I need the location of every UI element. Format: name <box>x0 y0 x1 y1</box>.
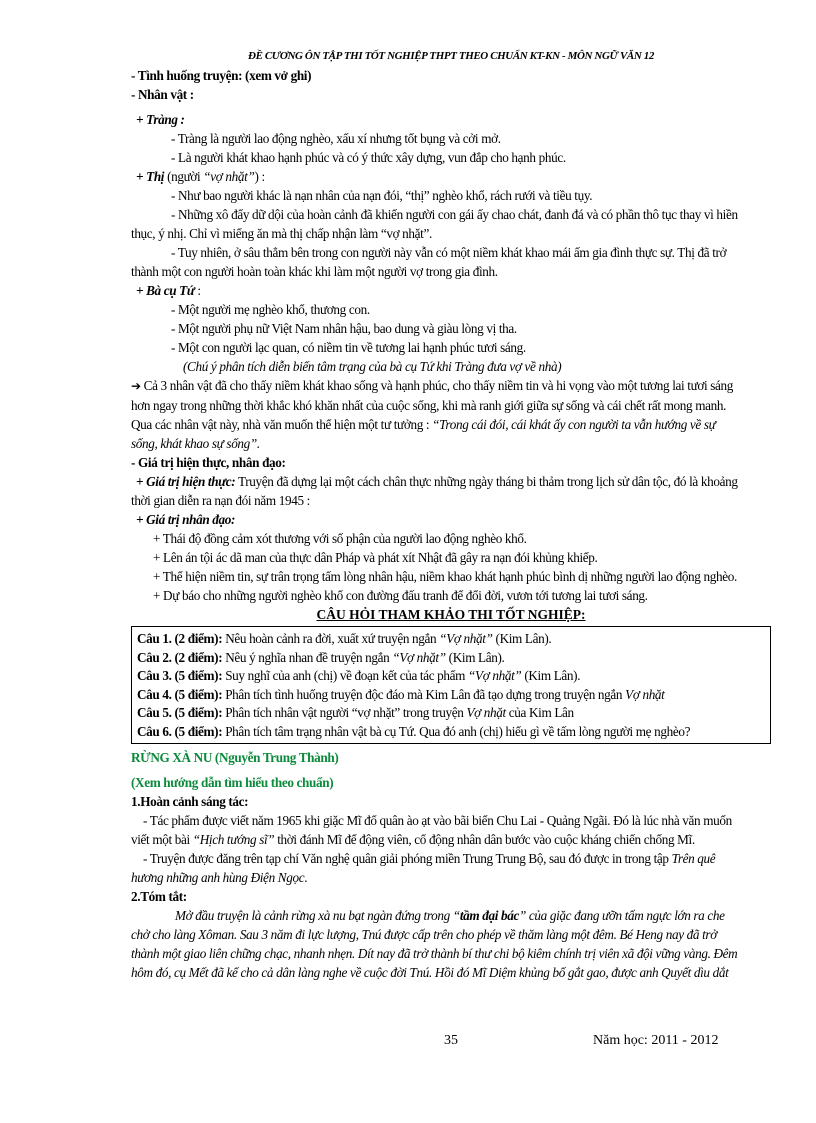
question-item: Câu 5. (5 điểm): Phân tích nhân vật người “vợ nhặt” trong truyện Vợ nhặt của Kim Lân <box>137 705 574 720</box>
question-item: Câu 4. (5 điểm): Phân tích tình huống truyện độc đáo mà Kim Lân đã tạo dựng trong truyện ngắn Vợ nhặt <box>137 686 665 702</box>
question-item: Câu 1. (2 điểm): Nêu hoàn cảnh ra đời, xuất xứ truyện ngắn “Vợ nhặt” (Kim Lân). <box>137 631 552 646</box>
subsection-hoan-canh: 1.Hoàn cảnh sáng tác: <box>131 794 249 809</box>
summary-line-1: ➔ Cả 3 nhân vật đã cho thấy niềm khát khao sống và hạnh phúc, cho thấy niềm tin và hi vọng vào một tương lai tươi sáng <box>131 378 734 393</box>
summary-line-2: hơn ngay trong những thời khắc khó khăn nhất của cuộc sống, khi mà ranh giới giữa sự sống và cái chết rất mong manh. <box>131 398 727 413</box>
section-title-rung-xa-nu: RỪNG XÀ NU (Nguyễn Trung Thành) <box>131 750 339 765</box>
nhan-dao-item-4: + Dự báo cho những người nghèo khổ con đường đấu tranh để đổi đời, vươn tới tương lai tươi sáng. <box>153 588 648 603</box>
tom-tat-line-1: Mở đầu truyện là cảnh rừng xà nu bạt ngàn đứng trong “tầm đại bác” của giặc đang ưỡn tấm ngực lớn ra che <box>175 908 725 923</box>
thi-line-2b: thục, ý nhị. Chỉ vì miếng ăn mà thị chấp nhận làm “vợ nhặt”. <box>131 226 432 241</box>
ba-cu-tu-note: (Chú ý phân tích diễn biến tâm trạng của bà cụ Tứ khi Tràng đưa vợ về nhà) <box>183 359 562 374</box>
ba-cu-tu-line-2: - Một người phụ nữ Việt Nam nhân hậu, bao dung và giàu lòng vị tha. <box>171 321 517 336</box>
thi-line-1: - Như bao người khác là nạn nhân của nạn đói, “thị” nghèo khổ, rách rưới và tiều tụy. <box>171 188 593 203</box>
tom-tat-line-3: thành một giao liên chững chạc, nhanh nhẹn. Dít nay đã trở thành bí thư chi bộ kiêm chính trị viên xã đội vững vàng. Đêm <box>131 946 738 961</box>
character-thi-label: + Thị (người “vợ nhặt”) : <box>136 169 265 184</box>
character-ba-cu-tu-label: + Bà cụ Tứ : <box>136 283 201 298</box>
nhan-dao-item-3: + Thể hiện niềm tin, sự trân trọng tấm lòng nhân hậu, niềm khao khát hạnh phúc bình dị những người lao động nghèo. <box>153 569 737 584</box>
trang-line-1: - Tràng là người lao động nghèo, xấu xí nhưng tốt bụng và cởi mở. <box>171 131 501 146</box>
ba-cu-tu-line-1: - Một người mẹ nghèo khổ, thương con. <box>171 302 370 317</box>
page-number: 35 <box>444 1033 458 1048</box>
summary-line-4: sống, khát khao sự sống”. <box>131 436 260 451</box>
section-guide: (Xem hướng dẫn tìm hiểu theo chuẩn) <box>131 775 334 790</box>
character-trang-label: + Tràng : <box>136 112 185 127</box>
gia-tri-nhan-dao-label: + Giá trị nhân đạo: <box>136 512 236 527</box>
nhan-dao-item-1: + Thái độ đồng cảm xót thương với số phận của người lao động nghèo khổ. <box>153 531 527 546</box>
hoan-canh-line-1: - Tác phẩm được viết năm 1965 khi giặc Mĩ đổ quân ào ạt vào bãi biển Chu Lai - Quảng Ngãi. Đó là lúc nhà văn muốn <box>143 813 732 828</box>
hoan-canh-line-4: hương những anh hùng Điện Ngọc. <box>131 870 308 885</box>
hoan-canh-line-2: viết một bài “Hịch tướng sĩ” thời đánh Mĩ để động viên, cổ động nhân dân bước vào cuộc kháng chiến chống Mĩ. <box>131 832 695 847</box>
nhan-dao-item-2: + Lên án tội ác dã man của thực dân Pháp và phát xít Nhật đã gây ra nạn đói khủng khiếp. <box>153 550 598 565</box>
hoan-canh-line-3: - Truyện được đăng trên tạp chí Văn nghệ quân giải phóng miền Trung Trung Bộ, sau đó được in trong tập Trên quê <box>143 851 716 866</box>
school-year: Năm học: 2011 - 2012 <box>593 1033 719 1048</box>
questions-box <box>131 626 771 744</box>
document-page <box>131 50 771 982</box>
gia-tri-hien-thuc-cont: thời gian diễn ra nạn đói năm 1945 : <box>131 493 310 508</box>
gia-tri-hien-thuc: + Giá trị hiện thực: Truyện đã dựng lại một cách chân thực những ngày tháng bi thảm trong lịch sử dân tộc, đó là khoảng <box>136 474 738 489</box>
right-arrow-icon: ➔ <box>131 379 141 393</box>
ba-cu-tu-line-3: - Một con người lạc quan, có niềm tin về tương lai hạnh phúc tươi sáng. <box>171 340 526 355</box>
thi-line-3b: thành một con người hoàn toàn khác khi làm một người vợ trong gia đình. <box>131 264 498 279</box>
question-item: Câu 3. (5 điểm): Suy nghĩ của anh (chị) về đoạn kết của tác phẩm “Vợ nhặt” (Kim Lân). <box>137 668 581 683</box>
trang-line-2: - Là người khát khao hạnh phúc và có ý thức xây dựng, vun đắp cho hạnh phúc. <box>171 150 566 165</box>
document-header: ĐỀ CƯƠNG ÔN TẬP THI TỐT NGHIỆP THPT THEO CHUẨN KT-KN - MÔN NGỮ VĂN 12 <box>248 50 654 62</box>
tom-tat-line-2: chở cho làng Xôman. Sau 3 năm đi lực lượng, Tnú được cấp trên cho phép về thăm làng một đêm. Bé Heng nay đã trở <box>131 927 717 942</box>
questions-heading: CÂU HỎI THAM KHẢO THI TỐT NGHIỆP: <box>316 607 586 622</box>
thi-line-2a: - Những xô đẩy dữ dội của hoàn cảnh đã khiến người con gái ấy chao chát, đanh đá và có phần thô tục thay vì hiền <box>171 207 738 222</box>
tom-tat-line-4: hôm đó, cụ Mết đã kể cho cả dân làng nghe về cuộc đời Tnú. Hồi đó Mĩ Diệm khủng bố gắt gao, được anh Quyết dìu dắt <box>131 965 729 980</box>
summary-line-3: Qua các nhân vật này, nhà văn muốn thể hiện một tư tưởng : “Trong cái đói, cái khát ấy con người ta vẫn hướng về sự <box>131 417 716 432</box>
section-tinh-huong: - Tình huống truyện: (xem vở ghi) <box>131 68 312 83</box>
section-nhan-vat: - Nhân vật : <box>131 87 194 102</box>
thi-line-3a: - Tuy nhiên, ở sâu thẳm bên trong con người này vẫn có một niềm khát khao mái ấm gia đình thực sự. Thị đã trở <box>171 245 727 260</box>
question-item: Câu 2. (2 điểm): Nêu ý nghĩa nhan đề truyện ngắn “Vợ nhặt” (Kim Lân). <box>137 649 505 665</box>
question-item: Câu 6. (5 điểm): Phân tích tâm trạng nhân vật bà cụ Tứ. Qua đó anh (chị) hiểu gì về tấm lòng người mẹ nghèo? <box>137 723 691 739</box>
subsection-tom-tat: 2.Tóm tắt: <box>131 889 187 904</box>
gia-tri-title: - Giá trị hiện thực, nhân đạo: <box>131 455 286 470</box>
